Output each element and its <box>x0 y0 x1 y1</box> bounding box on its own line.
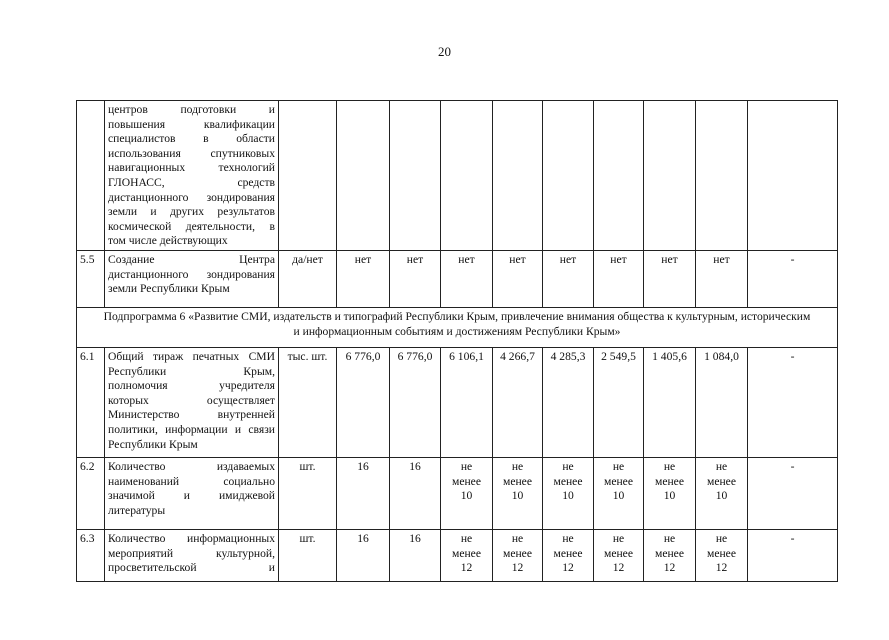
min-word: не <box>663 532 676 545</box>
unit-cell: тыс. шт. <box>279 348 337 458</box>
min-value: 10 <box>511 489 524 503</box>
description-line: просветительской и <box>108 561 275 575</box>
page-number: 20 <box>438 44 451 59</box>
value-cell: нет <box>594 251 644 308</box>
row-description-cell <box>105 101 279 251</box>
value-cell: 6 776,0 <box>337 348 390 458</box>
unit-cell: шт. <box>279 530 337 582</box>
row-number-cell: 6.1 <box>77 348 105 458</box>
description-line: Общий тираж печатных СМИ <box>108 350 275 363</box>
value-cell: 1 084,0 <box>696 348 748 458</box>
value-cell: нет <box>543 251 594 308</box>
row-number-cell: 6.2 <box>77 458 105 530</box>
description-line: том числе действующих <box>108 234 228 248</box>
table-row <box>77 101 838 251</box>
description-line: наименований социально <box>108 474 275 488</box>
description-line: дистанционного зондирования <box>108 267 275 281</box>
min-value: 12 <box>715 561 728 575</box>
row-description-cell <box>105 348 279 458</box>
note-cell: - <box>748 348 838 458</box>
min-word: менее <box>503 546 532 560</box>
min-word: менее <box>553 474 583 488</box>
description-line: политики, информации и связи <box>108 422 275 436</box>
row-number-cell: 6.3 <box>77 530 105 582</box>
description-line: дистанционного зондирования <box>108 190 275 204</box>
value-cell <box>390 101 441 251</box>
min-word: не <box>562 460 574 473</box>
description-line: Республики Крым <box>108 437 198 451</box>
row-number-cell: 5.5 <box>77 251 105 308</box>
value-cell <box>644 458 696 530</box>
value-cell <box>493 458 543 530</box>
value-cell: 1 405,6 <box>644 348 696 458</box>
min-value: 12 <box>511 561 524 575</box>
value-cell: 16 <box>390 458 441 530</box>
value-cell: нет <box>493 251 543 308</box>
description-line: Министерство внутренней <box>108 408 275 422</box>
table-row <box>77 458 838 530</box>
description-line: Создание Центра <box>108 253 275 266</box>
min-value: 10 <box>715 489 728 503</box>
description-line: Количество информационных <box>108 532 275 545</box>
value-cell: 6 106,1 <box>441 348 493 458</box>
unit-cell: шт. <box>279 458 337 530</box>
table-row <box>77 251 838 308</box>
value-cell: нет <box>696 251 748 308</box>
min-word: не <box>511 532 524 545</box>
description-line: земли Республики Крым <box>108 282 230 296</box>
value-cell: 16 <box>337 530 390 582</box>
row-description-cell <box>105 251 279 308</box>
min-word: менее <box>452 474 481 488</box>
unit-cell: да/нет <box>279 251 337 308</box>
row-description-cell <box>105 530 279 582</box>
value-cell <box>441 530 493 582</box>
min-value: 12 <box>562 561 574 575</box>
value-cell <box>493 101 543 251</box>
description-line: использования спутниковых <box>108 146 275 160</box>
value-cell <box>696 530 748 582</box>
min-word: менее <box>655 474 684 488</box>
value-cell: 2 549,5 <box>594 348 644 458</box>
min-word: не <box>715 532 728 545</box>
min-value: 10 <box>663 489 676 503</box>
description-line: повышения квалификации <box>108 117 275 131</box>
min-word: менее <box>604 474 633 488</box>
value-cell <box>696 101 748 251</box>
min-word: менее <box>707 546 736 560</box>
value-cell: 16 <box>337 458 390 530</box>
description-line: значимой и имиджевой <box>108 489 275 503</box>
value-cell: 6 776,0 <box>390 348 441 458</box>
description-line: центров подготовки и <box>108 103 275 116</box>
value-cell: 16 <box>390 530 441 582</box>
min-word: не <box>511 460 524 473</box>
min-word: не <box>612 532 625 545</box>
min-value: 10 <box>562 489 574 503</box>
min-word: менее <box>503 474 532 488</box>
value-cell <box>644 101 696 251</box>
value-cell <box>644 530 696 582</box>
note-cell <box>748 101 838 251</box>
unit-cell <box>279 101 337 251</box>
description-line: земли и других результатов <box>108 205 275 219</box>
value-cell <box>543 458 594 530</box>
min-word: не <box>612 460 625 473</box>
value-cell <box>337 101 390 251</box>
description-line: которых осуществляет <box>108 393 275 407</box>
row-description-cell <box>105 458 279 530</box>
value-cell <box>543 530 594 582</box>
table-row <box>77 348 838 458</box>
min-value: 12 <box>612 561 625 575</box>
min-value: 10 <box>460 489 473 503</box>
min-word: менее <box>604 546 633 560</box>
value-cell: нет <box>644 251 696 308</box>
description-line: ГЛОНАСС, средств <box>108 175 275 189</box>
table-row <box>77 530 838 582</box>
value-cell <box>543 101 594 251</box>
value-cell <box>594 530 644 582</box>
description-line: полномочия учредителя <box>108 379 275 393</box>
min-word: менее <box>655 546 684 560</box>
description-line: космической деятельности, в <box>108 219 275 233</box>
subprogram-row <box>77 308 838 348</box>
subprogram-title-line: Подпрограмма 6 «Развитие СМИ, издательств и типографий Республики Крым, привлечение внимания общества к культурным, историческим <box>103 310 811 323</box>
value-cell: нет <box>337 251 390 308</box>
value-cell: нет <box>390 251 441 308</box>
value-cell <box>493 530 543 582</box>
value-cell: 4 266,7 <box>493 348 543 458</box>
min-value: 10 <box>612 489 625 503</box>
value-cell: нет <box>441 251 493 308</box>
description-line: специалистов в области <box>108 132 275 146</box>
min-word: не <box>460 460 473 473</box>
note-cell: - <box>748 530 838 582</box>
row-number-cell <box>77 101 105 251</box>
min-word: не <box>460 532 473 545</box>
value-cell <box>441 101 493 251</box>
min-value: 12 <box>663 561 676 575</box>
min-word: не <box>663 460 676 473</box>
min-word: не <box>715 460 728 473</box>
description-line: Количество издаваемых <box>108 460 275 473</box>
description-line: Республики Крым, <box>108 364 275 378</box>
value-cell <box>594 458 644 530</box>
value-cell <box>594 101 644 251</box>
value-cell: 4 285,3 <box>543 348 594 458</box>
value-cell <box>441 458 493 530</box>
description-line: мероприятий культурной, <box>108 546 275 560</box>
min-word: менее <box>707 474 736 488</box>
description-line: навигационных технологий <box>108 161 275 175</box>
subprogram-title-line: и информационным событиям и достижениям Республики Крым» <box>293 324 621 338</box>
note-cell: - <box>748 458 838 530</box>
value-cell <box>696 458 748 530</box>
min-word: не <box>562 532 574 545</box>
note-cell: - <box>748 251 838 308</box>
min-value: 12 <box>460 561 473 575</box>
description-line: литературы <box>108 503 166 517</box>
min-word: менее <box>553 546 583 560</box>
subprogram-title <box>77 308 838 348</box>
indicators-table <box>76 100 838 582</box>
min-word: менее <box>452 546 481 560</box>
